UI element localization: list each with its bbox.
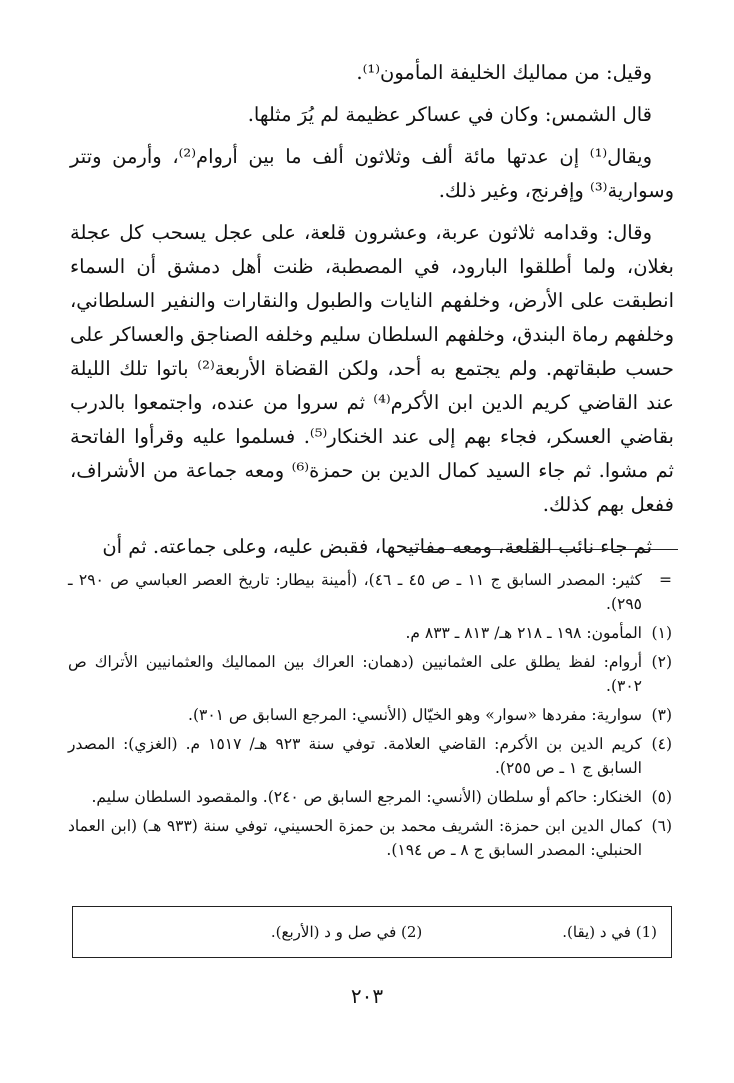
variant-note: (2) في صل و د (الأربع). <box>270 923 423 941</box>
footnote-text: الخنكار: حاكم أو سلطان (الأنسي: المرجع السابق ص ٢٤٠). والمقصود السلطان سليم. <box>91 788 642 806</box>
footnote-number: (٢) <box>651 653 672 671</box>
footnote-text: سوارية: مفردها «سوار» وهو الخيّال (الأنسي: المرجع السابق ص ٣٠١). <box>188 706 642 724</box>
footnote-number: (١) <box>651 624 672 642</box>
footnote-text: أروام: لفظ يطلق على العثمانيين (دهمان: العراك بين المماليك والعثمانيين الأتراك ص ٣٠٢). <box>68 653 642 695</box>
variant-note: (1) في د (يقا). <box>562 923 657 941</box>
footnote-text: كريم الدين بن الأكرم: القاضي العلامة. توفي سنة ٩٢٣ هـ/ ١٥١٧ م. (الغزي): المصدر السابق ج ١ ـ ص ٢٥٥). <box>68 735 642 777</box>
main-text <box>70 56 674 572</box>
footnote <box>68 732 672 780</box>
footnote <box>68 568 672 616</box>
footnote-text: كمال الدين ابن حمزة: الشريف محمد بن حمزة الحسيني، توفي سنة (٩٣٣ هـ) (ابن العماد الحنبلي: المصدر السابق ج ٨ ـ ص ١٩٤). <box>68 817 643 859</box>
footnote-number: (٥) <box>651 788 672 806</box>
footnote-number: = <box>659 571 672 589</box>
footnote-number: (٣) <box>651 706 672 724</box>
page-number: ٢٠٣ <box>350 984 384 1008</box>
paragraph: وقيل: من مماليك الخليفة المأمون⁽¹⁾. <box>356 61 652 84</box>
footnote <box>68 621 672 645</box>
footnotes <box>68 568 672 867</box>
footnote <box>68 785 672 809</box>
paragraph: ثم جاء نائب القلعة، ومعه مفاتيحها، فقبض عليه، وعلى جماعته. ثم أن <box>102 535 652 558</box>
footnote-separator <box>406 549 678 550</box>
footnote <box>68 650 672 698</box>
footnote <box>68 814 672 862</box>
footnote-text: المأمون: ١٩٨ ـ ٢١٨ هـ/ ٨١٣ ـ ٨٣٣ م. <box>405 624 642 642</box>
paragraph: وقال: وقدامه ثلاثون عربة، وعشرون قلعة، على عجل يسحب كل عجلة بغلان، ولما أطلقوا البارود، في المصطبة، ظنت أهل دمشق أن السماء انطبقت على الأرض، وخلفهم النايات والطبول والنقارات والنفير السلطاني، وخلفهم رماة البندق، وخلفهم السلطان سليم وخلفه الصناجق والعساكر على حسب طبقاتهم. ولم يجتمع به أحد، ولكن القضاة الأربعة⁽²⁾ باتوا تلك الليلة عند القاضي كريم الدين ابن الأكرم⁽⁴⁾ ثم سروا من عنده، واجتمعوا بالدرب بقاضي العسكر، فجاء بهم إلى عند الخنكار⁽⁵⁾. فسلموا عليه وقرأوا الفاتحة ثم مشوا. ثم جاء السيد كمال الدين بن حمزة⁽⁶⁾ ومعه جماعة من الأشراف، ففعل بهم كذلك. <box>70 221 674 516</box>
footnote-text: كثير: المصدر السابق ج ١١ ـ ص ٤٥ ـ ٤٦)، (أمينة بيطار: تاريخ العصر العباسي ص ٢٩٠ ـ ٢٩٥). <box>68 571 643 613</box>
footnote-number: (٤) <box>651 735 672 753</box>
footnote <box>68 703 672 727</box>
manuscript-variants-box <box>72 906 672 958</box>
footnote-number: (٦) <box>651 817 672 835</box>
paragraph: ويقال⁽¹⁾ إن عدتها مائة ألف وثلاثون ألف ما بين أروام⁽²⁾، وأرمن وتتر وسوارية⁽³⁾ وإفرنج، وغير ذلك. <box>70 145 674 202</box>
paragraph: قال الشمس: وكان في عساكر عظيمة لم يُرَ مثلها. <box>247 103 652 126</box>
